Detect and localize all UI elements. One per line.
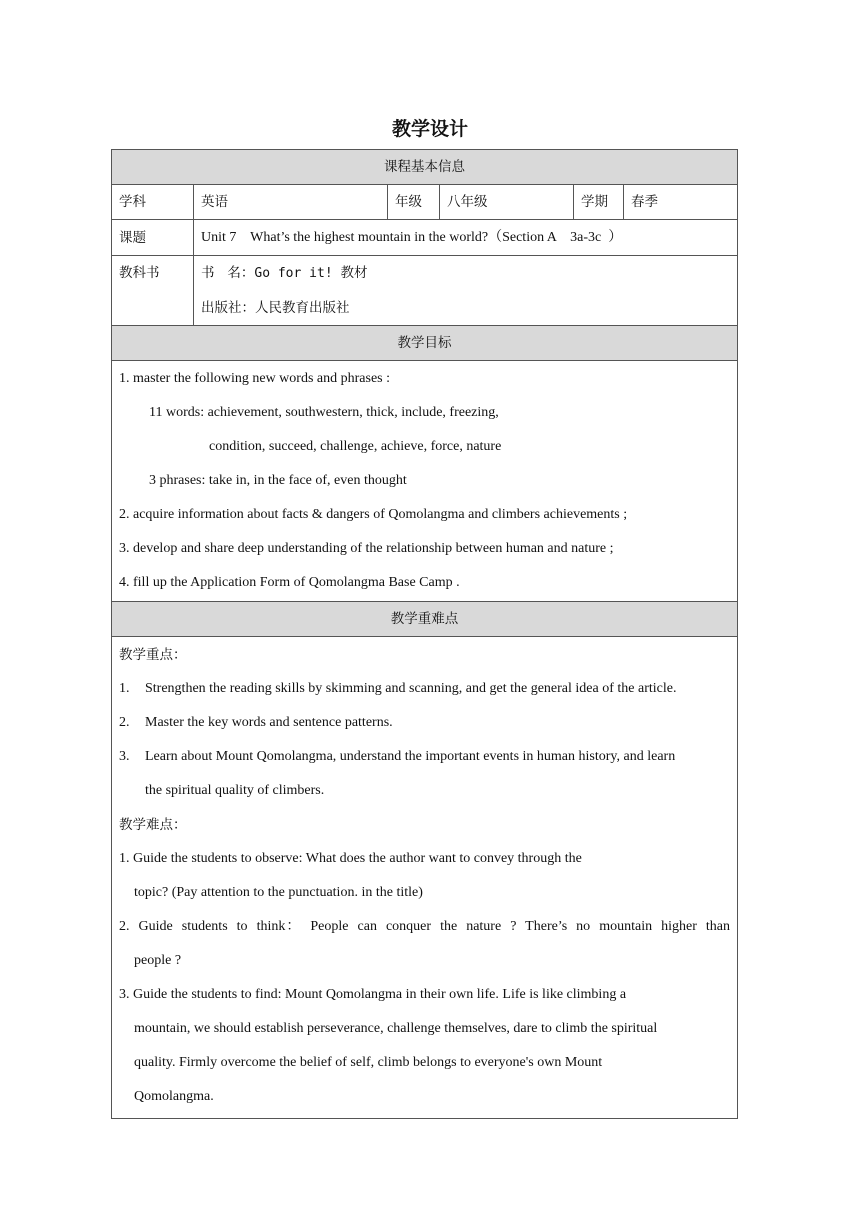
- subject-row: [112, 185, 738, 220]
- goal-1-phrases: 3 phrases: take in, in the face of, even thought: [149, 473, 407, 488]
- difficult-point-3-line-2: mountain, we should establish perseverance, challenge themselves, dare to climb the spiritual: [134, 1021, 658, 1036]
- difficult-point-1: 1. Guide the students to observe: What does the author want to convey through the: [119, 851, 582, 866]
- basic-info-header: 课程基本信息: [112, 150, 738, 185]
- book-name-line: [201, 256, 730, 291]
- keys-header: 教学重难点: [112, 602, 738, 637]
- difficult-point-2-continued: people ?: [134, 953, 182, 968]
- keys-row: [112, 637, 738, 1119]
- publisher-line: 出版社：人民教育出版社: [201, 300, 350, 316]
- goal-3: 3. develop and share deep understanding of the relationship between human and nature ;: [119, 541, 614, 556]
- goal-1-words-a: 11 words: achievement, southwestern, thick, include, freezing,: [149, 405, 499, 420]
- key-point-text: Learn about Mount Qomolangma, understand the important events in human history, and learn: [145, 749, 676, 764]
- goal-1-words-b: condition, succeed, challenge, achieve, force, nature: [209, 439, 502, 454]
- topic-value: Unit 7 What’s the highest mountain in the world?（Section A 3a-3c ）: [194, 220, 738, 256]
- key-points-heading: 教学重点：: [119, 647, 187, 663]
- key-point-number: 1.: [119, 681, 130, 696]
- key-point-number: 2.: [119, 715, 130, 730]
- topic-label: 课题: [112, 220, 194, 256]
- key-point-number: 3.: [119, 749, 130, 764]
- book-name-suffix: 教材: [340, 265, 368, 281]
- book-name: Go for it!: [254, 266, 341, 281]
- key-point-text: Strengthen the reading skills by skimming and scanning, and get the general idea of the article.: [145, 681, 677, 696]
- topic-row: [112, 220, 738, 256]
- difficult-points-heading: 教学难点：: [119, 817, 187, 833]
- term-value: 春季: [624, 185, 738, 220]
- textbook-row: [112, 256, 738, 326]
- goal-2: 2. acquire information about facts & dangers of Qomolangma and climbers achievements ;: [119, 507, 628, 522]
- key-point-3: [119, 740, 730, 774]
- goals-header: 教学目标: [112, 326, 738, 361]
- lesson-plan-table: [111, 149, 738, 1119]
- goal-1: 1. master the following new words and phrases :: [119, 371, 390, 386]
- difficult-point-2: 2. Guide students to think： People can conquer the nature ? There’s no mountain higher than: [119, 919, 730, 934]
- subject-label: 学科: [112, 185, 194, 220]
- textbook-info: [194, 256, 738, 326]
- basic-info-header-row: [112, 150, 738, 185]
- key-point-2: [119, 706, 730, 740]
- subject-value: 英语: [194, 185, 388, 220]
- grade-value: 八年级: [440, 185, 574, 220]
- goal-4: 4. fill up the Application Form of Qomolangma Base Camp .: [119, 575, 460, 590]
- book-name-prefix: 书 名：: [201, 265, 255, 281]
- difficult-point-3-line-3: quality. Firmly overcome the belief of self, climb belongs to everyone's own Mount: [134, 1055, 603, 1070]
- difficult-point-1-continued: topic? (Pay attention to the punctuation. in the title): [134, 885, 423, 900]
- difficult-point-3-line-4: Qomolangma.: [134, 1089, 214, 1104]
- goals-row: [112, 361, 738, 602]
- textbook-label: 教科书: [112, 256, 194, 326]
- keys-content: [112, 637, 738, 1119]
- keys-header-row: [112, 602, 738, 637]
- key-point-text: Master the key words and sentence patterns.: [145, 715, 393, 730]
- key-point-1: [119, 672, 730, 706]
- goals-header-row: [112, 326, 738, 361]
- goals-content: [112, 361, 738, 602]
- term-label: 学期: [574, 185, 624, 220]
- key-point-3-continued: the spiritual quality of climbers.: [145, 783, 325, 798]
- grade-label: 年级: [388, 185, 440, 220]
- difficult-point-3: 3. Guide the students to find: Mount Qomolangma in their own life. Life is like climbing a: [119, 987, 627, 1002]
- document-title: 教学设计: [391, 118, 468, 140]
